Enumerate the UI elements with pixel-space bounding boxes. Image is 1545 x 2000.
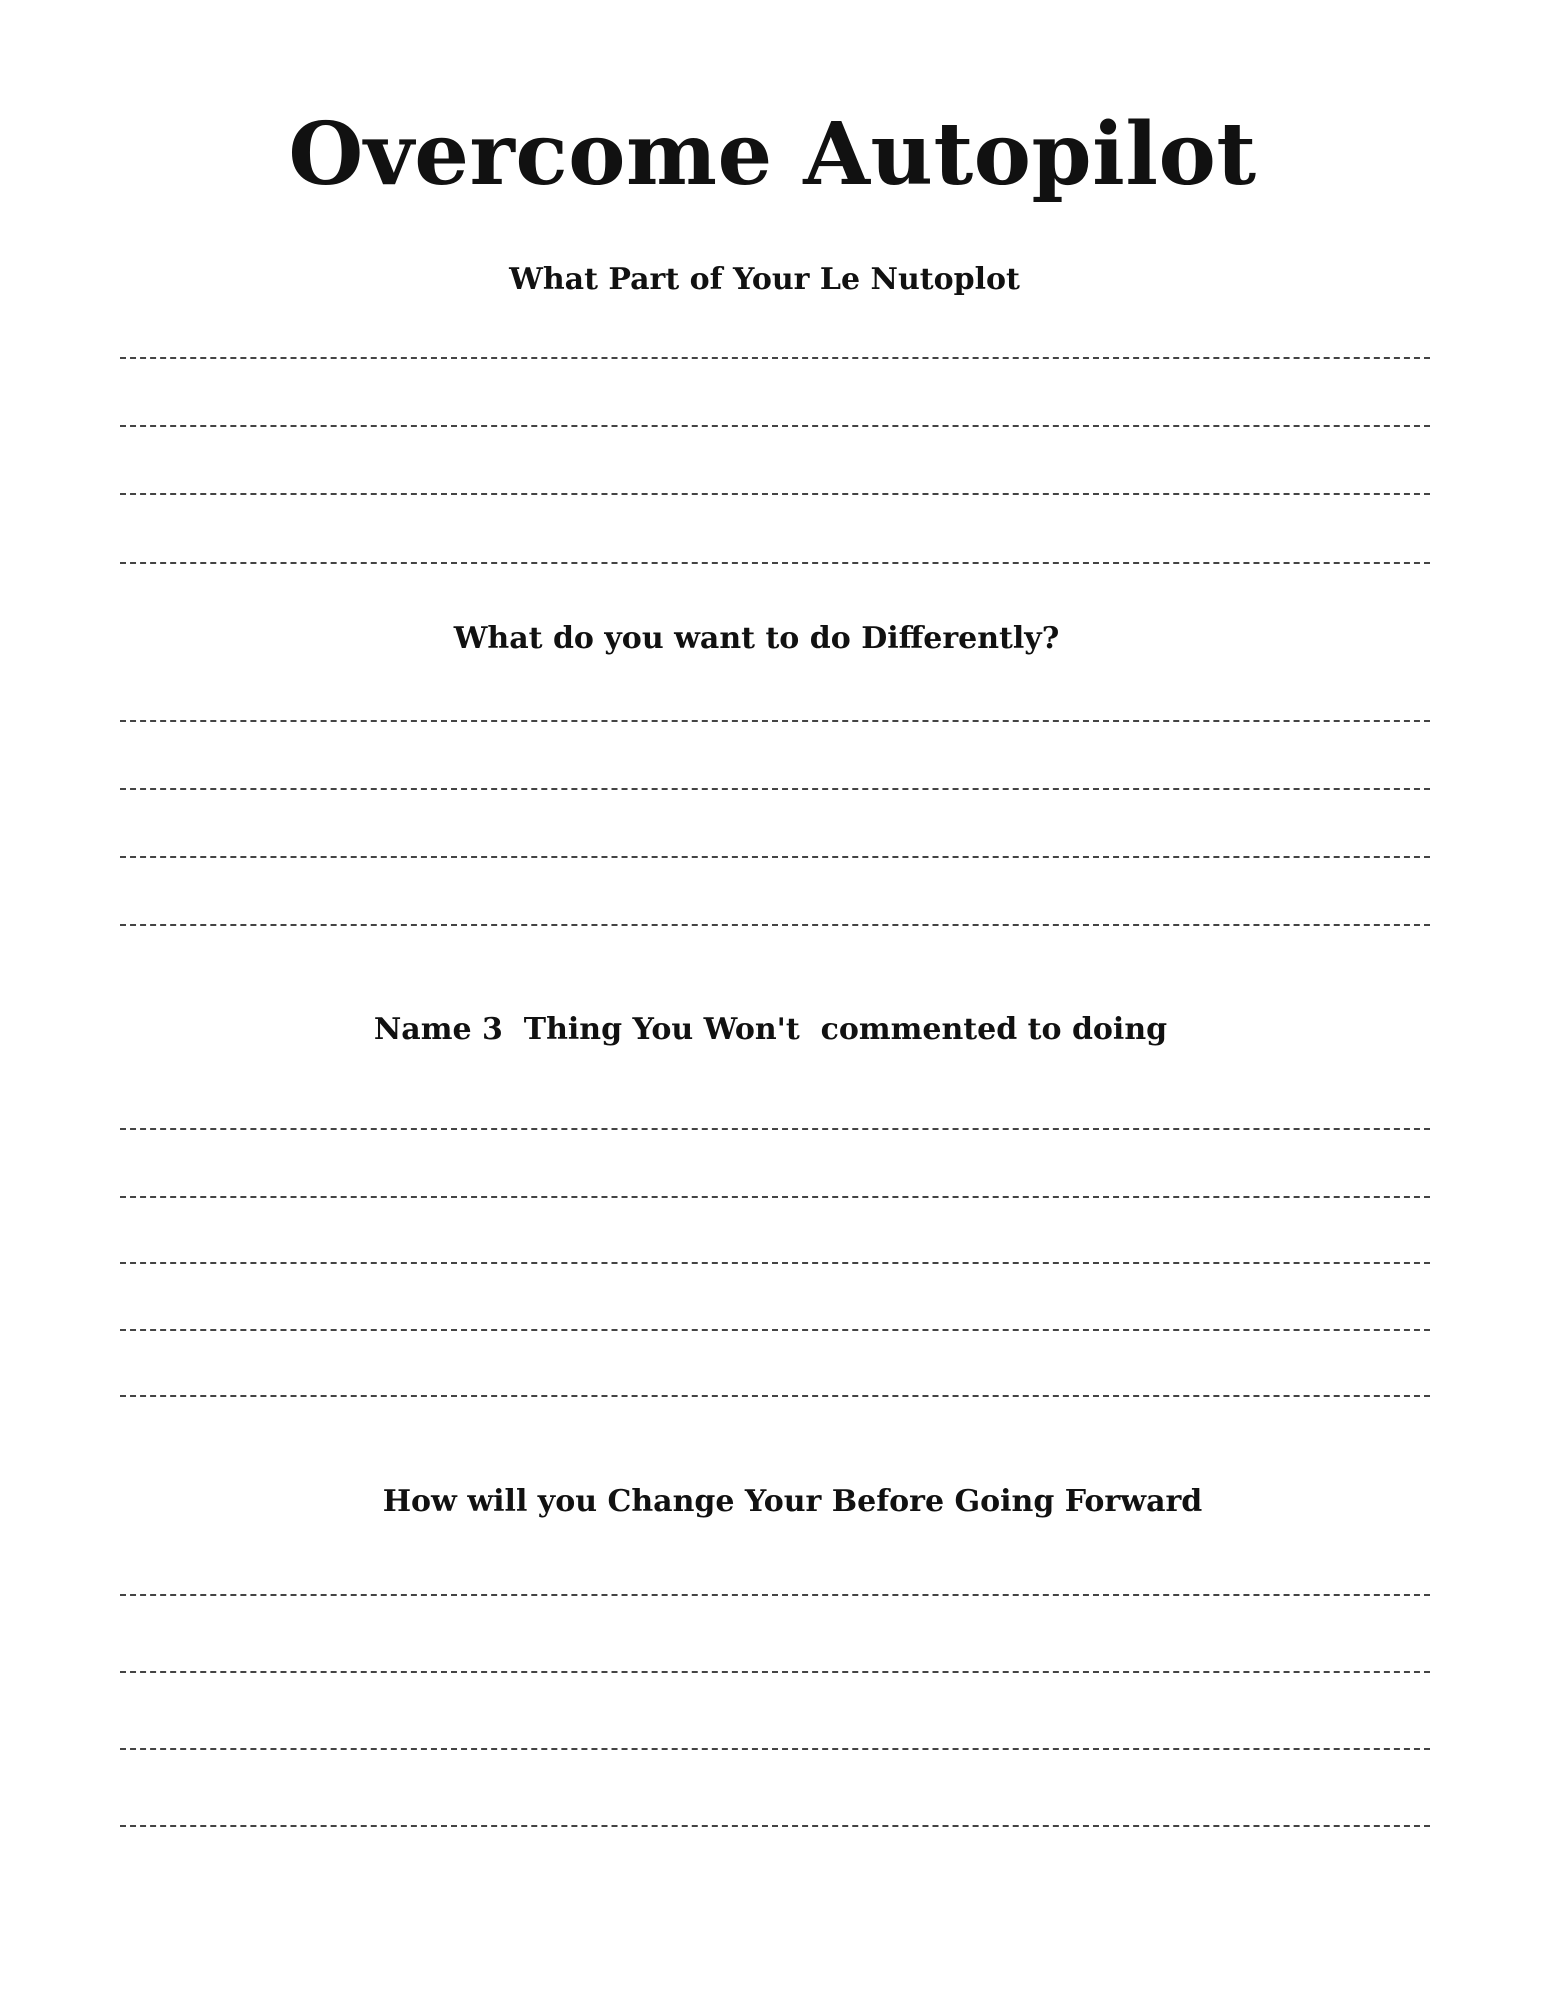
write-line[interactable] — [120, 1395, 1430, 1397]
write-line[interactable] — [120, 1748, 1430, 1750]
write-line[interactable] — [120, 357, 1430, 359]
write-line[interactable] — [120, 1825, 1430, 1827]
section-heading-3: Name 3 Thing You Won't commented to doing — [373, 1012, 1168, 1047]
write-line[interactable] — [120, 1671, 1430, 1673]
write-line[interactable] — [120, 1128, 1430, 1130]
write-line[interactable] — [120, 788, 1430, 790]
write-line[interactable] — [120, 493, 1430, 495]
page-title: Overcome Autopilot — [288, 104, 1257, 205]
write-line[interactable] — [120, 1594, 1430, 1596]
write-line[interactable] — [120, 1329, 1430, 1331]
section-heading-4: How will you Change Your Before Going Forward — [382, 1484, 1203, 1519]
write-line[interactable] — [120, 924, 1430, 926]
write-line[interactable] — [120, 562, 1430, 564]
write-line[interactable] — [120, 856, 1430, 858]
write-line[interactable] — [120, 425, 1430, 427]
section-heading-1: What Part of Your Le Nutoplot — [509, 262, 1020, 297]
write-line[interactable] — [120, 720, 1430, 722]
write-line[interactable] — [120, 1262, 1430, 1264]
write-line[interactable] — [120, 1196, 1430, 1198]
section-heading-2: What do you want to do Differently? — [453, 621, 1060, 656]
